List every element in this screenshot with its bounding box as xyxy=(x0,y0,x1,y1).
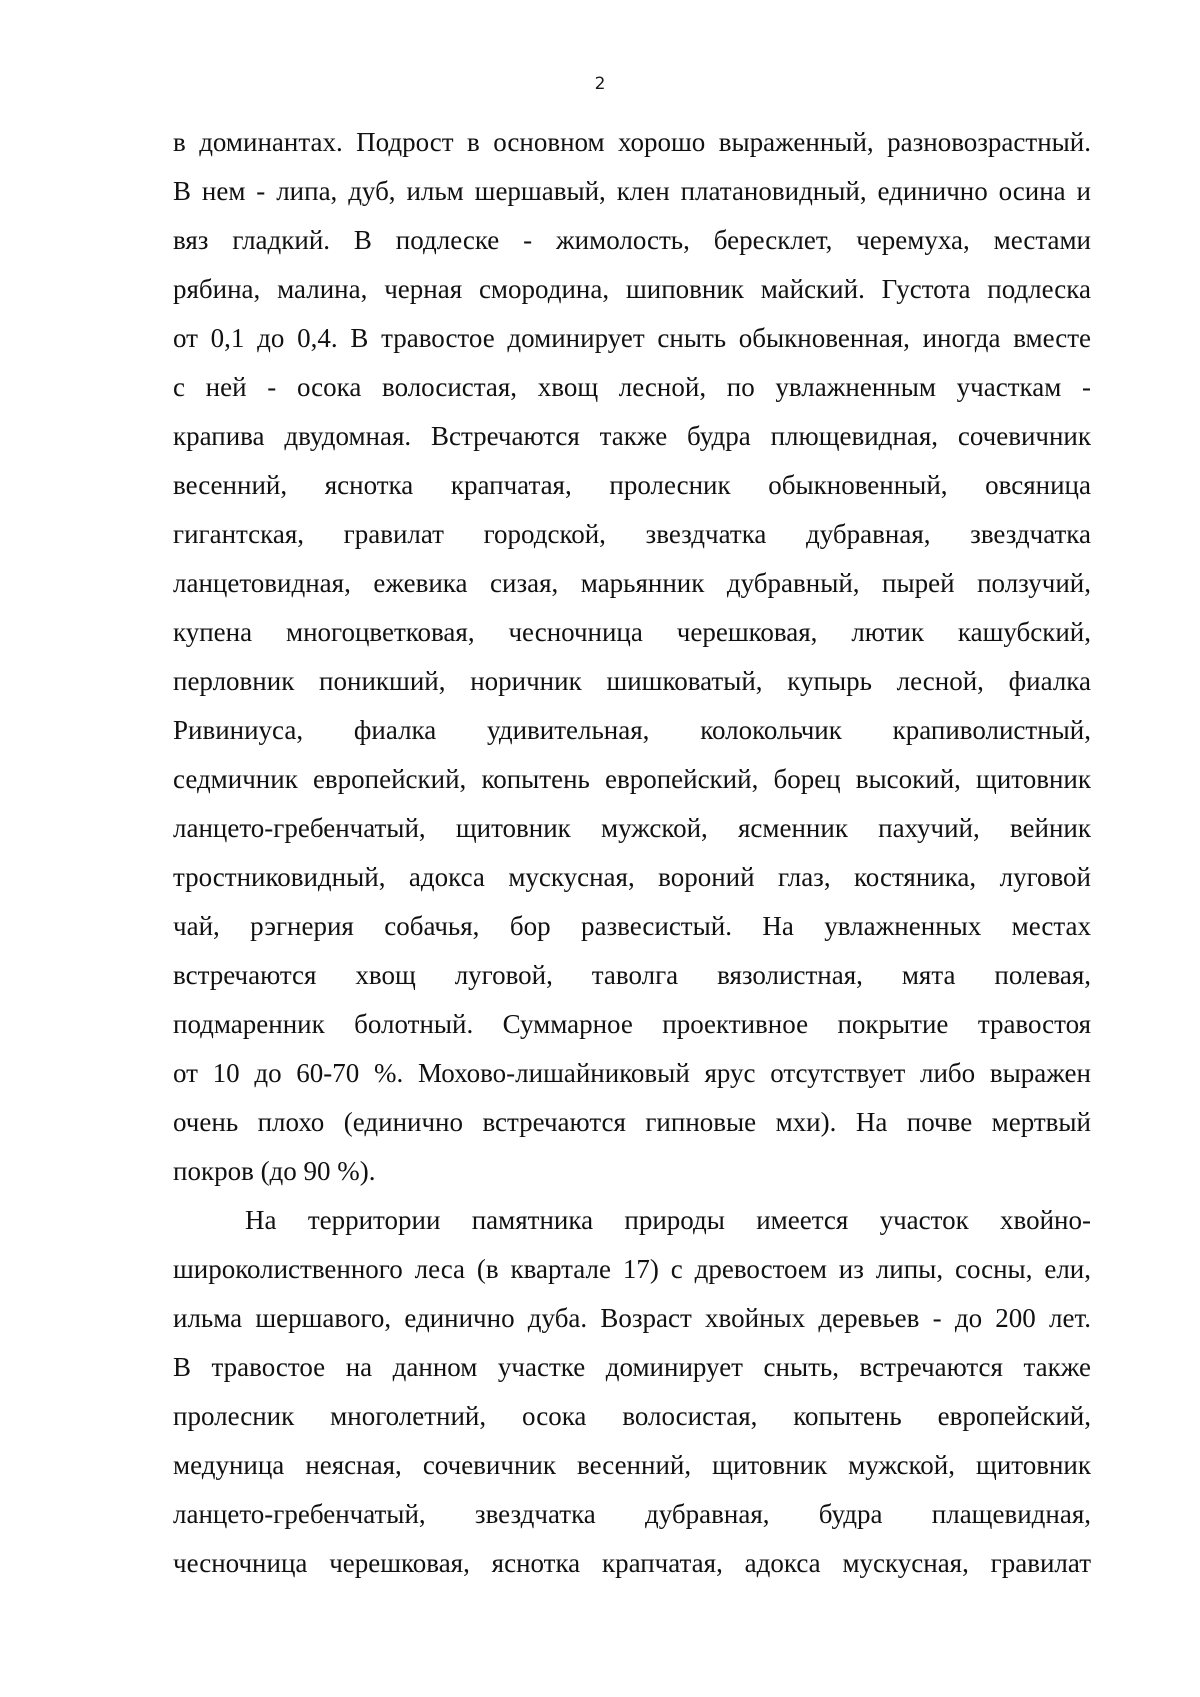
text-line: пролесник многолетний, осока волосистая, копытень европейский, xyxy=(173,1401,1091,1431)
text-line: В нем - липа, дуб, ильм шершавый, клен платановидный, единично осина и xyxy=(173,176,1091,206)
text-line: с ней - осока волосистая, хвощ лесной, по увлажненным участкам - xyxy=(173,372,1091,402)
page-number: 2 xyxy=(594,74,606,94)
body-text xyxy=(173,118,1091,1588)
text-line: от 0,1 до 0,4. В травостое доминирует сныть обыкновенная, иногда вместе xyxy=(173,323,1091,353)
text-line: вяз гладкий. В подлеске - жимолость, бересклет, черемуха, местами xyxy=(173,225,1091,255)
text-line: ланцето-гребенчатый, щитовник мужской, ясменник пахучий, вейник xyxy=(173,813,1091,843)
text-line: крапива двудомная. Встречаются также будра плющевидная, сочевичник xyxy=(173,421,1091,451)
text-line: медуница неясная, сочевичник весенний, щитовник мужской, щитовник xyxy=(173,1450,1091,1480)
text-line: ильма шершавого, единично дуба. Возраст хвойных деревьев - до 200 лет. xyxy=(173,1303,1091,1333)
text-line: весенний, яснотка крапчатая, пролесник обыкновенный, овсяница xyxy=(173,470,1091,500)
paragraph-start-line: На территории памятника природы имеется участок хвойно- xyxy=(245,1205,1091,1235)
text-line: очень плохо (единично встречаются гипновые мхи). На почве мертвый xyxy=(173,1107,1091,1137)
text-line: седмичник европейский, копытень европейский, борец высокий, щитовник xyxy=(173,764,1091,794)
text-line: гигантская, гравилат городской, звездчатка дубравная, звездчатка xyxy=(173,519,1091,549)
text-line: подмаренник болотный. Суммарное проективное покрытие травостоя xyxy=(173,1009,1091,1039)
text-line: от 10 до 60-70 %. Мохово-лишайниковый ярус отсутствует либо выражен xyxy=(173,1058,1091,1088)
text-line: Ривиниуса, фиалка удивительная, колокольчик крапиволистный, xyxy=(173,715,1091,745)
paragraph-end-line: покров (до 90 %). xyxy=(173,1156,376,1186)
text-line: рябина, малина, черная смородина, шиповник майский. Густота подлеска xyxy=(173,274,1091,304)
text-line: купена многоцветковая, чесночница черешковая, лютик кашубский, xyxy=(173,617,1091,647)
text-line: ланцето-гребенчатый, звездчатка дубравная, будра плащевидная, xyxy=(173,1499,1091,1529)
text-line: В травостое на данном участке доминирует сныть, встречаются также xyxy=(173,1352,1091,1382)
text-line: встречаются хвощ луговой, таволга вязолистная, мята полевая, xyxy=(173,960,1091,990)
text-line: в доминантах. Подрост в основном хорошо выраженный, разновозрастный. xyxy=(173,127,1091,157)
text-line: чесночница черешковая, яснотка крапчатая, адокса мускусная, гравилат xyxy=(173,1548,1091,1578)
text-line: перловник поникший, норичник шишковатый, купырь лесной, фиалка xyxy=(173,666,1091,696)
text-line: тростниковидный, адокса мускусная, вороний глаз, костяника, луговой xyxy=(173,862,1091,892)
text-line: чай, рэгнерия собачья, бор развесистый. На увлажненных местах xyxy=(173,911,1091,941)
text-line: широколиственного леса (в квартале 17) с древостоем из липы, сосны, ели, xyxy=(173,1254,1091,1284)
text-line: ланцетовидная, ежевика сизая, марьянник дубравный, пырей ползучий, xyxy=(173,568,1091,598)
